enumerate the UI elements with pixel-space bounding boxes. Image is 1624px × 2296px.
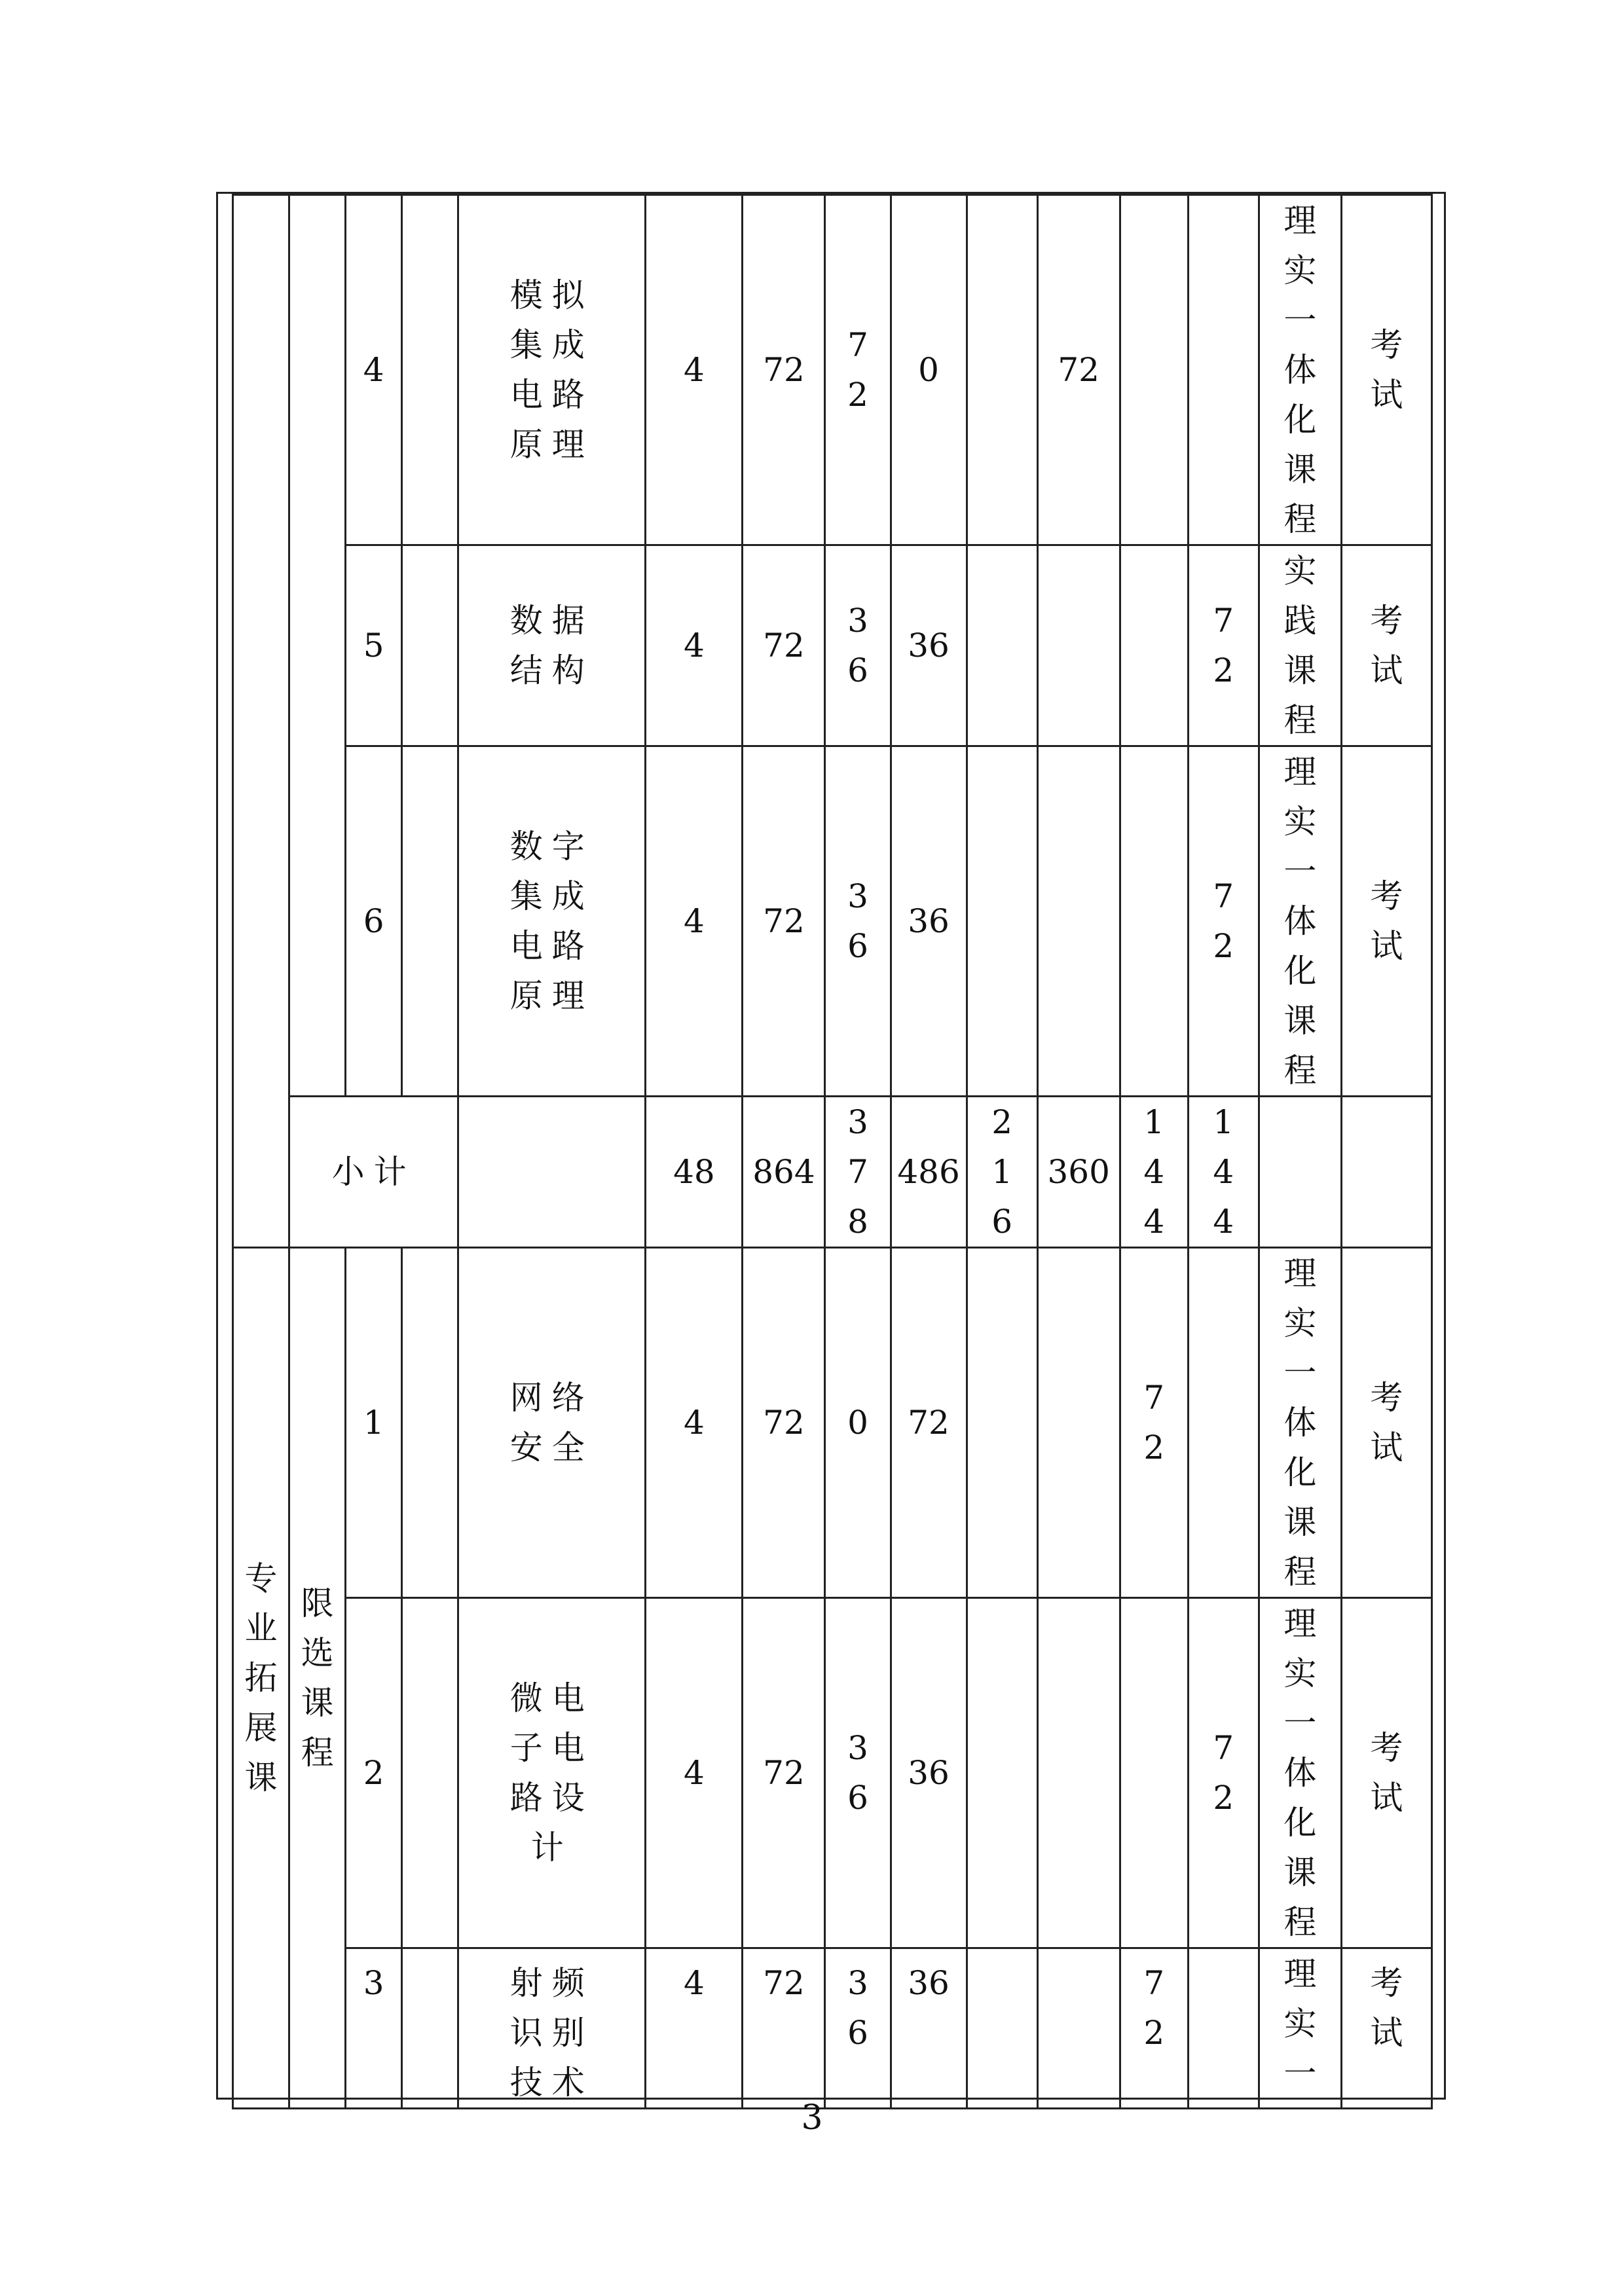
credits: 4 <box>646 1248 743 1598</box>
total-hours: 72 <box>743 545 825 746</box>
semester-4-hours: 72 <box>1188 1598 1259 1948</box>
table-row <box>233 545 1432 746</box>
semester-3-hours <box>1120 1598 1188 1948</box>
course-plan-table <box>232 194 1433 2109</box>
row-number: 5 <box>346 545 402 746</box>
table-row <box>233 746 1432 1097</box>
table-row <box>233 1948 1432 2109</box>
course-name: 射频识别技术 <box>458 1948 646 2109</box>
blank-cell <box>1259 1097 1341 1248</box>
blank-category-cell <box>233 195 289 1248</box>
theory-hours: 36 <box>825 545 891 746</box>
row-number: 4 <box>346 195 402 545</box>
course-name: 模拟集成电路原理 <box>458 195 646 545</box>
exam-type: 考试 <box>1341 1948 1431 2109</box>
subtotal-semester-3: 144 <box>1120 1097 1188 1248</box>
theory-hours: 0 <box>825 1248 891 1598</box>
practice-hours: 36 <box>891 1948 967 2109</box>
exam-type: 考试 <box>1341 746 1431 1097</box>
semester-3-hours <box>1120 545 1188 746</box>
subtotal-semester-2: 360 <box>1037 1097 1120 1248</box>
subcategory-label: 限选课程 <box>289 1248 346 2109</box>
total-hours: 72 <box>743 746 825 1097</box>
semester-4-hours <box>1188 1248 1259 1598</box>
practice-hours: 36 <box>891 746 967 1097</box>
blank-cell <box>402 195 458 545</box>
subtotal-semester-1: 216 <box>967 1097 1037 1248</box>
blank-cell <box>402 746 458 1097</box>
course-type: 理实一体化课程 <box>1259 1598 1341 1948</box>
page-number: 3 <box>801 2098 823 2138</box>
semester-2-hours: 72 <box>1037 195 1120 545</box>
exam-type: 考试 <box>1341 545 1431 746</box>
blank-cell <box>458 1097 646 1248</box>
theory-hours: 36 <box>825 1948 891 2109</box>
category-label: 专业拓展课 <box>233 1248 289 2109</box>
course-name: 网络安全 <box>458 1248 646 1598</box>
total-hours: 72 <box>743 195 825 545</box>
subtotal-row <box>233 1097 1432 1248</box>
semester-4-hours: 72 <box>1188 545 1259 746</box>
credits: 4 <box>646 1598 743 1948</box>
subtotal-practice: 486 <box>891 1097 967 1248</box>
course-type: 理实一体化课程 <box>1259 746 1341 1097</box>
total-hours: 72 <box>743 1248 825 1598</box>
row-number: 1 <box>346 1248 402 1598</box>
row-number: 6 <box>346 746 402 1097</box>
semester-1-hours <box>967 195 1037 545</box>
blank-cell <box>402 1598 458 1948</box>
semester-3-hours <box>1120 746 1188 1097</box>
credits: 4 <box>646 545 743 746</box>
course-type: 理实一体化课程 <box>1259 195 1341 545</box>
blank-cell <box>402 1248 458 1598</box>
blank-cell <box>1341 1097 1431 1248</box>
course-type: 实践课程 <box>1259 545 1341 746</box>
semester-2-hours <box>1037 1248 1120 1598</box>
course-type: 理实一 <box>1259 1948 1341 2109</box>
semester-1-hours <box>967 545 1037 746</box>
theory-hours: 36 <box>825 746 891 1097</box>
row-number: 3 <box>346 1948 402 2109</box>
semester-3-hours: 72 <box>1120 1948 1188 2109</box>
row-number: 2 <box>346 1598 402 1948</box>
course-name: 数字集成电路原理 <box>458 746 646 1097</box>
total-hours: 72 <box>743 1948 825 2109</box>
semester-1-hours <box>967 1248 1037 1598</box>
course-name: 数据结构 <box>458 545 646 746</box>
semester-2-hours <box>1037 1948 1120 2109</box>
course-name: 微电子电路设计 <box>458 1598 646 1948</box>
total-hours: 72 <box>743 1598 825 1948</box>
subtotal-theory: 378 <box>825 1097 891 1248</box>
theory-hours: 72 <box>825 195 891 545</box>
credits: 4 <box>646 746 743 1097</box>
practice-hours: 0 <box>891 195 967 545</box>
course-type: 理实一体化课程 <box>1259 1248 1341 1598</box>
exam-type: 考试 <box>1341 195 1431 545</box>
table-row <box>233 1598 1432 1948</box>
credits: 4 <box>646 1948 743 2109</box>
theory-hours: 36 <box>825 1598 891 1948</box>
semester-1-hours <box>967 746 1037 1097</box>
blank-cell <box>402 545 458 746</box>
subtotal-semester-4: 144 <box>1188 1097 1259 1248</box>
exam-type: 考试 <box>1341 1598 1431 1948</box>
practice-hours: 72 <box>891 1248 967 1598</box>
semester-4-hours <box>1188 195 1259 545</box>
semester-3-hours: 72 <box>1120 1248 1188 1598</box>
subtotal-credits: 48 <box>646 1097 743 1248</box>
semester-1-hours <box>967 1948 1037 2109</box>
semester-1-hours <box>967 1598 1037 1948</box>
semester-3-hours <box>1120 195 1188 545</box>
semester-2-hours <box>1037 545 1120 746</box>
semester-2-hours <box>1037 746 1120 1097</box>
exam-type: 考试 <box>1341 1248 1431 1598</box>
semester-4-hours: 72 <box>1188 746 1259 1097</box>
blank-subcategory-cell <box>289 195 346 1097</box>
subtotal-hours: 864 <box>743 1097 825 1248</box>
table-row <box>233 1248 1432 1598</box>
semester-2-hours <box>1037 1598 1120 1948</box>
credits: 4 <box>646 195 743 545</box>
semester-4-hours <box>1188 1948 1259 2109</box>
blank-cell <box>402 1948 458 2109</box>
practice-hours: 36 <box>891 545 967 746</box>
practice-hours: 36 <box>891 1598 967 1948</box>
subtotal-label: 小计 <box>289 1097 458 1248</box>
table-row <box>233 195 1432 545</box>
